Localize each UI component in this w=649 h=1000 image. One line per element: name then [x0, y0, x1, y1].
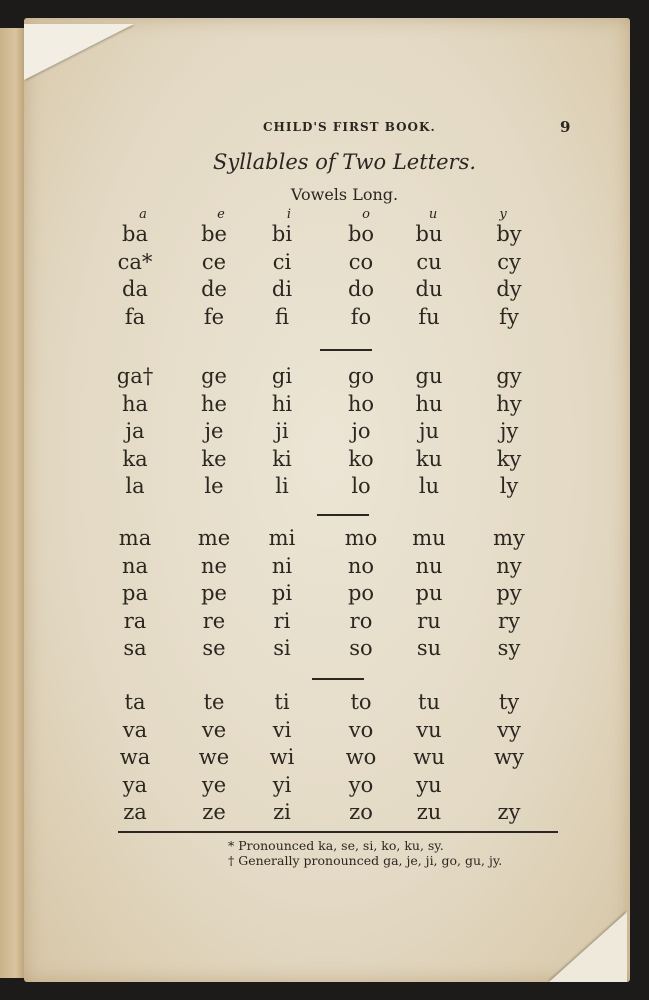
syllable-cell: wa [119, 745, 151, 769]
syllable-cell: re [202, 608, 226, 633]
syllable-cell: ye [201, 772, 227, 797]
syllable-cell: ke [201, 446, 227, 471]
syllable-cell: ra [123, 608, 147, 633]
syllable-cell: sa [123, 636, 147, 660]
syllable-cell: wy [494, 745, 524, 769]
syllable-cell: ba [122, 222, 148, 246]
page-title: Syllables of Two Letters. [212, 150, 477, 174]
syllable-cell: co [348, 249, 374, 274]
syllable-cell: ci [272, 249, 292, 274]
syllable-cell: bo [347, 222, 375, 246]
footnote-rule [118, 831, 558, 833]
syllable-cell: ho [347, 391, 375, 416]
syllable-cell: ky [496, 446, 522, 471]
syllable-cell: lu [418, 474, 440, 498]
syllable-cell: pe [201, 581, 227, 605]
syllable-cell: ze [202, 800, 226, 824]
syllable-cell: fo [350, 304, 372, 329]
vowel-label-e: e [217, 207, 225, 222]
syllable-cell: pa [122, 581, 148, 605]
syllable-cell: fi [274, 304, 289, 329]
syllable-cell: se [202, 636, 226, 660]
syllable-cell: we [198, 745, 230, 769]
group-divider [317, 514, 369, 516]
syllable-cell: do [347, 277, 375, 301]
syllable-cell: vy [497, 717, 521, 742]
syllable-cell: ny [496, 553, 522, 578]
syllable-cell: mo [344, 526, 378, 550]
syllable-cell: te [203, 690, 225, 714]
syllable-cell: wo [345, 745, 377, 769]
syllable-cell: hi [271, 391, 293, 416]
syllable-cell: ne [201, 553, 227, 578]
syllable-cell: wi [269, 745, 295, 769]
syllable-cell: mu [412, 526, 446, 550]
group-divider [312, 678, 364, 680]
syllable-cell: ry [498, 608, 520, 633]
syllable-cell: mi [268, 526, 296, 550]
vowel-label-y: y [499, 207, 507, 222]
group-divider [320, 349, 372, 351]
running-title: CHILD'S FIRST BOOK. [263, 120, 436, 134]
syllable-cell: ka [122, 446, 148, 471]
vowel-label-o: o [362, 207, 370, 222]
syllable-cell: vi [272, 717, 292, 742]
syllable-cell: to [350, 690, 372, 714]
syllable-cell: ji [275, 419, 289, 443]
syllable-cell: fy [499, 304, 519, 329]
syllable-cell: be [201, 222, 227, 246]
syllable-cell: hy [496, 391, 522, 416]
syllable-cell: ve [201, 717, 227, 742]
syllable-cell: po [347, 581, 375, 605]
syllable-cell: li [275, 474, 289, 498]
syllable-cell: yo [348, 772, 374, 797]
syllable-cell: bi [271, 222, 293, 246]
syllable-cell: vu [416, 717, 442, 742]
syllable-cell: vo [348, 717, 374, 742]
footnote-2: † Generally pronounced ga, je, ji, go, gu, jy. [228, 853, 503, 868]
syllable-cell: na [121, 553, 149, 578]
syllable-cell: ku [415, 446, 443, 471]
syllable-cell: cu [416, 249, 442, 274]
syllable-cell: za [123, 800, 147, 824]
syllable-cell: je [204, 419, 224, 443]
syllable-cell: zo [349, 800, 373, 824]
syllable-cell: zi [273, 800, 291, 824]
syllable-cell: da [122, 277, 148, 301]
syllable-cell: dy [496, 277, 522, 301]
syllable-cell: ri [273, 608, 291, 633]
syllable-cell: ju [418, 419, 440, 443]
syllable-cell: gy [496, 364, 522, 388]
syllable-cell: de [201, 277, 227, 301]
syllable-cell: di [271, 277, 293, 301]
folded-corner-bottom-right [549, 912, 627, 982]
syllable-cell: me [197, 526, 231, 550]
syllable-cell: ma [118, 526, 152, 550]
syllable-cell: pi [271, 581, 293, 605]
syllable-cell: no [347, 553, 375, 578]
syllable-cell: by [496, 222, 522, 246]
syllable-cell: ya [122, 772, 148, 797]
syllable-cell: he [201, 391, 227, 416]
page-number: 9 [560, 118, 571, 136]
syllable-cell: ti [274, 690, 290, 714]
syllable-cell: tu [418, 690, 440, 714]
syllable-cell: fa [124, 304, 146, 329]
syllable-cell: la [125, 474, 145, 498]
syllable-cell: ca* [117, 249, 153, 274]
syllable-cell: cy [497, 249, 521, 274]
syllable-cell: ty [498, 690, 520, 714]
folded-corner-top-left [24, 24, 134, 80]
syllable-cell: jo [351, 419, 371, 443]
syllable-cell: py [496, 581, 522, 605]
syllable-cell: fu [418, 304, 440, 329]
syllable-cell: ja [125, 419, 145, 443]
syllable-cell: du [415, 277, 443, 301]
syllable-cell: wu [413, 745, 445, 769]
syllable-cell: nu [415, 553, 443, 578]
syllable-cell: ly [499, 474, 519, 498]
vowel-label-i: i [286, 207, 292, 222]
vowel-label-u: u [428, 207, 438, 222]
syllable-cell: lo [351, 474, 371, 498]
syllable-cell: bu [415, 222, 443, 246]
footnote-1: * Pronounced ka, se, si, ko, ku, sy. [228, 838, 444, 853]
syllable-cell: hu [415, 391, 443, 416]
syllable-cell: sy [497, 636, 521, 660]
syllable-cell: ga† [116, 364, 154, 388]
syllable-cell: ce [201, 249, 227, 274]
syllable-cell: le [204, 474, 224, 498]
syllable-cell: ge [201, 364, 227, 388]
syllable-cell: so [349, 636, 373, 660]
subtitle: Vowels Long. [290, 185, 399, 204]
syllable-cell: ru [417, 608, 441, 633]
syllable-cell: gu [415, 364, 443, 388]
syllable-cell: ta [124, 690, 146, 714]
syllable-cell: gi [271, 364, 293, 388]
syllable-cell: ro [349, 608, 373, 633]
syllable-cell: yi [272, 772, 292, 797]
syllable-cell: zu [416, 800, 442, 824]
syllable-cell: si [273, 636, 291, 660]
syllable-cell: su [416, 636, 442, 660]
syllable-cell: yu [416, 772, 442, 797]
syllable-cell: fe [203, 304, 225, 329]
syllable-cell: my [493, 526, 525, 550]
syllable-cell: ha [121, 391, 149, 416]
syllable-cell: ko [348, 446, 374, 471]
syllable-cell: zy [497, 800, 521, 824]
syllable-cell: va [122, 717, 148, 742]
syllable-cell: jy [499, 419, 519, 443]
vowel-label-a: a [139, 207, 147, 222]
syllable-cell: pu [415, 581, 443, 605]
syllable-cell: go [347, 364, 375, 388]
syllable-cell: ki [272, 446, 292, 471]
syllable-cell: ni [271, 553, 293, 578]
